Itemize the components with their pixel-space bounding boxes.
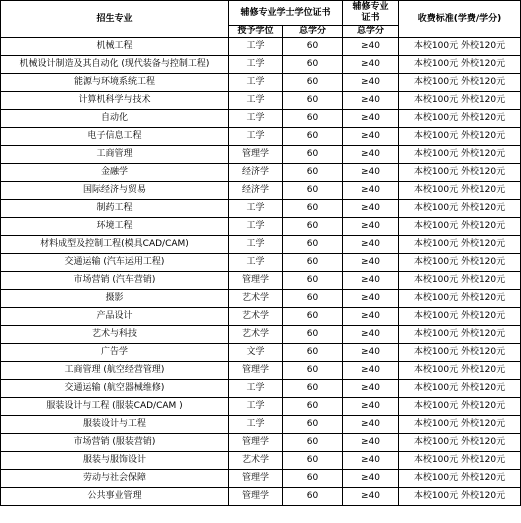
credits-cell: 60 [283, 200, 343, 218]
minor-credits-cell: ≥40 [343, 254, 399, 272]
degree-cell: 经济学 [229, 164, 283, 182]
minor-credits-cell: ≥40 [343, 128, 399, 146]
minor-credits-cell: ≥40 [343, 380, 399, 398]
fee-cell: 本校100元 外校120元 [399, 38, 521, 56]
header-major: 招生专业 [1, 1, 229, 38]
table-row [1, 128, 521, 146]
major-cell: 产品设计 [1, 308, 229, 326]
degree-cell: 工学 [229, 92, 283, 110]
degree-cell: 工学 [229, 200, 283, 218]
table-row [1, 146, 521, 164]
table-row [1, 488, 521, 506]
table-body [1, 38, 521, 506]
table-row [1, 326, 521, 344]
credits-cell: 60 [283, 92, 343, 110]
major-cell: 服装与服饰设计 [1, 452, 229, 470]
fee-cell: 本校100元 外校120元 [399, 344, 521, 362]
degree-cell: 管理学 [229, 146, 283, 164]
credits-cell: 60 [283, 38, 343, 56]
degree-cell: 工学 [229, 74, 283, 92]
table-row [1, 110, 521, 128]
major-cell: 市场营销 (服装营销) [1, 434, 229, 452]
minor-credits-cell: ≥40 [343, 236, 399, 254]
table-row [1, 200, 521, 218]
major-cell: 市场营销 (汽车营销) [1, 272, 229, 290]
credits-cell: 60 [283, 74, 343, 92]
major-cell: 公共事业管理 [1, 488, 229, 506]
table-row [1, 452, 521, 470]
fee-cell: 本校100元 外校120元 [399, 398, 521, 416]
fee-cell: 本校100元 外校120元 [399, 290, 521, 308]
header-cert-group: 辅修专业学士学位证书 [229, 1, 343, 26]
major-cell: 能源与环境系统工程 [1, 74, 229, 92]
major-cell: 材料成型及控制工程(模具CAD/CAM) [1, 236, 229, 254]
table-row [1, 236, 521, 254]
major-cell: 国际经济与贸易 [1, 182, 229, 200]
minor-credits-cell: ≥40 [343, 488, 399, 506]
credits-cell: 60 [283, 236, 343, 254]
major-cell: 金融学 [1, 164, 229, 182]
table-row [1, 344, 521, 362]
table-row [1, 92, 521, 110]
major-cell: 机械设计制造及其自动化 (现代装备与控制工程) [1, 56, 229, 74]
table-row [1, 380, 521, 398]
degree-cell: 经济学 [229, 182, 283, 200]
fee-cell: 本校100元 外校120元 [399, 56, 521, 74]
table-row [1, 290, 521, 308]
table-row [1, 308, 521, 326]
minor-credits-cell: ≥40 [343, 326, 399, 344]
degree-cell: 工学 [229, 110, 283, 128]
fee-cell: 本校100元 外校120元 [399, 380, 521, 398]
degree-cell: 工学 [229, 56, 283, 74]
degree-cell: 工学 [229, 38, 283, 56]
major-cell: 交通运输 (航空器械维修) [1, 380, 229, 398]
major-cell: 劳动与社会保障 [1, 470, 229, 488]
major-cell: 服装设计与工程 [1, 416, 229, 434]
minor-credits-cell: ≥40 [343, 164, 399, 182]
table-row [1, 398, 521, 416]
major-cell: 交通运输 (汽车运用工程) [1, 254, 229, 272]
minor-credits-cell: ≥40 [343, 290, 399, 308]
credits-cell: 60 [283, 326, 343, 344]
fee-cell: 本校100元 外校120元 [399, 164, 521, 182]
degree-cell: 工学 [229, 398, 283, 416]
table-row [1, 272, 521, 290]
degree-cell: 工学 [229, 218, 283, 236]
degree-cell: 艺术学 [229, 290, 283, 308]
fee-cell: 本校100元 外校120元 [399, 308, 521, 326]
table-row [1, 182, 521, 200]
credits-cell: 60 [283, 218, 343, 236]
fee-cell: 本校100元 外校120元 [399, 218, 521, 236]
degree-cell: 工学 [229, 254, 283, 272]
minor-credits-cell: ≥40 [343, 434, 399, 452]
credits-cell: 60 [283, 452, 343, 470]
credits-cell: 60 [283, 254, 343, 272]
minor-credits-cell: ≥40 [343, 74, 399, 92]
header-minor-cert: 辅修专业证书 [343, 1, 399, 26]
credits-cell: 60 [283, 182, 343, 200]
fee-cell: 本校100元 外校120元 [399, 92, 521, 110]
minor-credits-cell: ≥40 [343, 362, 399, 380]
degree-cell: 工学 [229, 416, 283, 434]
major-cell: 计算机科学与技术 [1, 92, 229, 110]
degree-cell: 管理学 [229, 488, 283, 506]
header-minor-credits: 总学分 [343, 26, 399, 38]
degree-cell: 艺术学 [229, 326, 283, 344]
minor-credits-cell: ≥40 [343, 38, 399, 56]
table-row [1, 434, 521, 452]
minor-credits-cell: ≥40 [343, 470, 399, 488]
minor-credits-cell: ≥40 [343, 146, 399, 164]
fee-cell: 本校100元 外校120元 [399, 128, 521, 146]
major-cell: 电子信息工程 [1, 128, 229, 146]
fee-cell: 本校100元 外校120元 [399, 182, 521, 200]
fee-cell: 本校100元 外校120元 [399, 236, 521, 254]
table-row [1, 362, 521, 380]
credits-cell: 60 [283, 362, 343, 380]
fee-cell: 本校100元 外校120元 [399, 272, 521, 290]
fee-cell: 本校100元 外校120元 [399, 110, 521, 128]
degree-cell: 文学 [229, 344, 283, 362]
major-cell: 工商管理 [1, 146, 229, 164]
degree-cell: 艺术学 [229, 452, 283, 470]
credits-cell: 60 [283, 416, 343, 434]
minor-credits-cell: ≥40 [343, 110, 399, 128]
minor-credits-cell: ≥40 [343, 218, 399, 236]
credits-cell: 60 [283, 308, 343, 326]
fee-cell: 本校100元 外校120元 [399, 470, 521, 488]
table-row [1, 218, 521, 236]
table-row [1, 56, 521, 74]
credits-cell: 60 [283, 56, 343, 74]
fee-cell: 本校100元 外校120元 [399, 200, 521, 218]
credits-cell: 60 [283, 470, 343, 488]
credits-cell: 60 [283, 164, 343, 182]
minor-credits-cell: ≥40 [343, 56, 399, 74]
major-cell: 制药工程 [1, 200, 229, 218]
credits-cell: 60 [283, 290, 343, 308]
fee-cell: 本校100元 外校120元 [399, 488, 521, 506]
degree-cell: 艺术学 [229, 308, 283, 326]
minor-credits-cell: ≥40 [343, 452, 399, 470]
major-cell: 环境工程 [1, 218, 229, 236]
minor-credits-cell: ≥40 [343, 200, 399, 218]
major-cell: 广告学 [1, 344, 229, 362]
credits-cell: 60 [283, 344, 343, 362]
minor-credits-cell: ≥40 [343, 308, 399, 326]
degree-cell: 工学 [229, 380, 283, 398]
minor-credits-cell: ≥40 [343, 182, 399, 200]
fee-cell: 本校100元 外校120元 [399, 416, 521, 434]
major-cell: 机械工程 [1, 38, 229, 56]
header-fee: 收费标准(学费/学分) [399, 1, 521, 38]
fee-cell: 本校100元 外校120元 [399, 434, 521, 452]
table-row [1, 416, 521, 434]
table-row [1, 470, 521, 488]
degree-cell: 管理学 [229, 272, 283, 290]
header-degree: 授予学位 [229, 26, 283, 38]
major-cell: 艺术与科技 [1, 326, 229, 344]
credits-cell: 60 [283, 398, 343, 416]
fee-cell: 本校100元 外校120元 [399, 254, 521, 272]
table-row [1, 164, 521, 182]
table-row [1, 38, 521, 56]
fee-cell: 本校100元 外校120元 [399, 74, 521, 92]
degree-cell: 管理学 [229, 362, 283, 380]
degree-cell: 工学 [229, 236, 283, 254]
credits-cell: 60 [283, 128, 343, 146]
fee-cell: 本校100元 外校120元 [399, 146, 521, 164]
credits-cell: 60 [283, 146, 343, 164]
table-row [1, 74, 521, 92]
credits-cell: 60 [283, 272, 343, 290]
major-cell: 服装设计与工程 (服装CAD/CAM ) [1, 398, 229, 416]
minor-credits-cell: ≥40 [343, 416, 399, 434]
degree-cell: 管理学 [229, 470, 283, 488]
minor-credits-cell: ≥40 [343, 398, 399, 416]
major-cell: 自动化 [1, 110, 229, 128]
credits-cell: 60 [283, 434, 343, 452]
credits-cell: 60 [283, 488, 343, 506]
fee-cell: 本校100元 外校120元 [399, 452, 521, 470]
degree-cell: 工学 [229, 128, 283, 146]
minor-credits-cell: ≥40 [343, 92, 399, 110]
major-cell: 工商管理 (航空经营管理) [1, 362, 229, 380]
minor-credits-cell: ≥40 [343, 344, 399, 362]
credits-cell: 60 [283, 380, 343, 398]
fee-cell: 本校100元 外校120元 [399, 362, 521, 380]
degree-cell: 管理学 [229, 434, 283, 452]
major-cell: 摄影 [1, 290, 229, 308]
minor-credits-cell: ≥40 [343, 272, 399, 290]
header-credits: 总学分 [283, 26, 343, 38]
table-header [1, 1, 521, 38]
table-row [1, 254, 521, 272]
fee-cell: 本校100元 外校120元 [399, 326, 521, 344]
credits-cell: 60 [283, 110, 343, 128]
